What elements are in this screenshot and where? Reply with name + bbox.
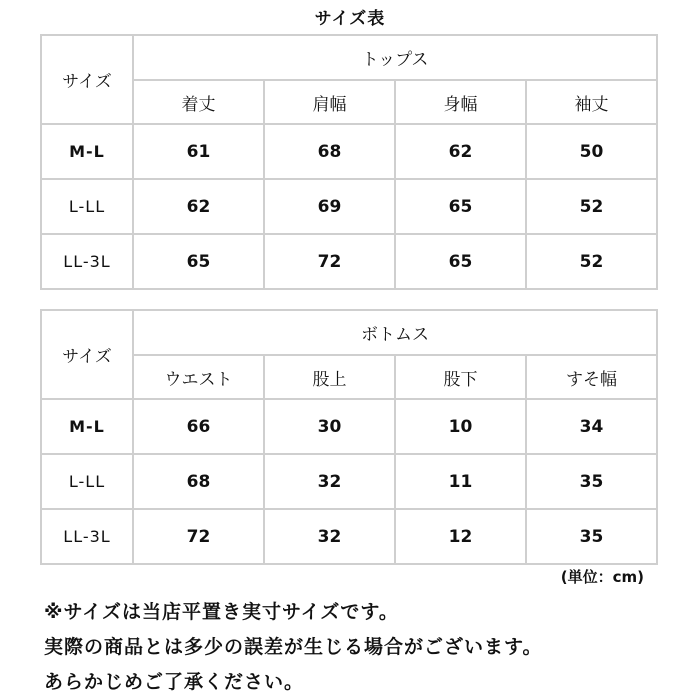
size-label: M-L bbox=[41, 124, 133, 179]
bottoms-col-header: 股上 bbox=[264, 355, 395, 399]
tops-corner-label: サイズ bbox=[41, 35, 133, 124]
bottoms-col-header: ウエスト bbox=[133, 355, 264, 399]
tops-col-header: 着丈 bbox=[133, 80, 264, 124]
table-cell: 52 bbox=[526, 234, 657, 289]
size-label: LL-3L bbox=[41, 509, 133, 564]
bottoms-group-header: ボトムス bbox=[133, 310, 657, 355]
table-cell: 32 bbox=[264, 509, 395, 564]
table-row bbox=[41, 234, 657, 289]
table-row bbox=[41, 124, 657, 179]
table-row bbox=[41, 179, 657, 234]
table-cell: 52 bbox=[526, 179, 657, 234]
table-cell: 65 bbox=[395, 234, 526, 289]
tops-group-header: トップス bbox=[133, 35, 657, 80]
tops-col-header: 肩幅 bbox=[264, 80, 395, 124]
bottoms-corner-label: サイズ bbox=[41, 310, 133, 399]
table-cell: 10 bbox=[395, 399, 526, 454]
bottoms-size-table bbox=[40, 309, 658, 565]
table-cell: 65 bbox=[133, 234, 264, 289]
table-cell: 62 bbox=[133, 179, 264, 234]
table-cell: 68 bbox=[133, 454, 264, 509]
size-label: L-LL bbox=[41, 179, 133, 234]
table-cell: 50 bbox=[526, 124, 657, 179]
table-cell: 65 bbox=[395, 179, 526, 234]
size-label: LL-3L bbox=[41, 234, 133, 289]
table-cell: 35 bbox=[526, 509, 657, 564]
table-cell: 62 bbox=[395, 124, 526, 179]
note-line: 実際の商品とは多少の誤差が生じる場合がございます。 bbox=[44, 636, 543, 658]
note-line: ※サイズは当店平置き実寸サイズです。 bbox=[44, 601, 399, 623]
bottoms-col-header: 股下 bbox=[395, 355, 526, 399]
tops-col-header: 身幅 bbox=[395, 80, 526, 124]
table-cell: 69 bbox=[264, 179, 395, 234]
table-cell: 35 bbox=[526, 454, 657, 509]
table-row bbox=[41, 509, 657, 564]
table-row bbox=[41, 454, 657, 509]
note-line: あらかじめご了承ください。 bbox=[44, 671, 305, 693]
table-cell: 61 bbox=[133, 124, 264, 179]
bottoms-col-header: すそ幅 bbox=[526, 355, 657, 399]
size-chart-title: サイズ表 bbox=[314, 9, 386, 29]
tops-col-header: 袖丈 bbox=[526, 80, 657, 124]
table-cell: 72 bbox=[264, 234, 395, 289]
unit-label: (単位：cm) bbox=[560, 568, 644, 586]
tops-size-table bbox=[40, 34, 658, 290]
table-cell: 34 bbox=[526, 399, 657, 454]
table-cell: 12 bbox=[395, 509, 526, 564]
table-row bbox=[41, 399, 657, 454]
size-label: M-L bbox=[41, 399, 133, 454]
table-cell: 11 bbox=[395, 454, 526, 509]
table-cell: 68 bbox=[264, 124, 395, 179]
table-cell: 30 bbox=[264, 399, 395, 454]
table-cell: 72 bbox=[133, 509, 264, 564]
size-label: L-LL bbox=[41, 454, 133, 509]
table-cell: 66 bbox=[133, 399, 264, 454]
table-cell: 32 bbox=[264, 454, 395, 509]
